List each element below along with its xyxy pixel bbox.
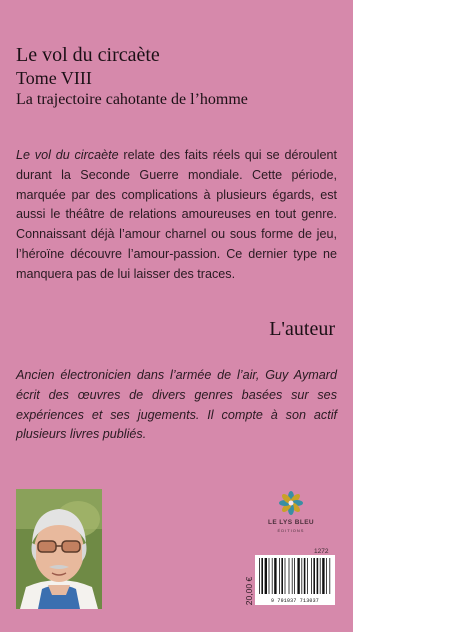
barcode-icon bbox=[255, 555, 335, 597]
publisher-name: LE LYS BLEU bbox=[267, 519, 315, 526]
publisher-sub: ÉDITIONS bbox=[277, 528, 305, 533]
book-price: 20,00 € bbox=[244, 576, 254, 606]
author-heading: L'auteur bbox=[269, 318, 335, 340]
book-summary bbox=[16, 146, 337, 285]
summary-title-italic: Le vol du circaète bbox=[16, 148, 119, 162]
isbn-number: 9 791037 713037 bbox=[270, 598, 319, 604]
author-bio: Ancien électronicien dans l’armée de l’air, Guy Aymard écrit des œuvres de divers genres basées sur ses expériences et ses jugements. Il compte à son actif plusieurs livres publiés. bbox=[16, 368, 337, 442]
isbn-barcode bbox=[255, 555, 335, 605]
summary-text: relate des faits réels qui se déroulent durant la Seconde Guerre mondiale. Cette période, marquée par des complications à plusieurs égards, est aussi le théâtre de relations amoureuses en tout genre. Connaissant déjà l’amour charnel ou sous forme de jeu, l’héroïne découvre l’amour-passion. Ce dernier type ne manquera pas de lui laisser des traces. bbox=[16, 148, 337, 281]
book-tome: Tome VIII bbox=[16, 68, 92, 88]
publisher-logo bbox=[246, 490, 336, 544]
book-title: Le vol du circaète bbox=[16, 44, 160, 66]
lotus-icon bbox=[278, 490, 304, 516]
edition-code: 1272 bbox=[314, 548, 329, 555]
book-subtitle: La trajectoire cahotante de l’homme bbox=[16, 91, 248, 108]
author-photo bbox=[16, 489, 102, 609]
